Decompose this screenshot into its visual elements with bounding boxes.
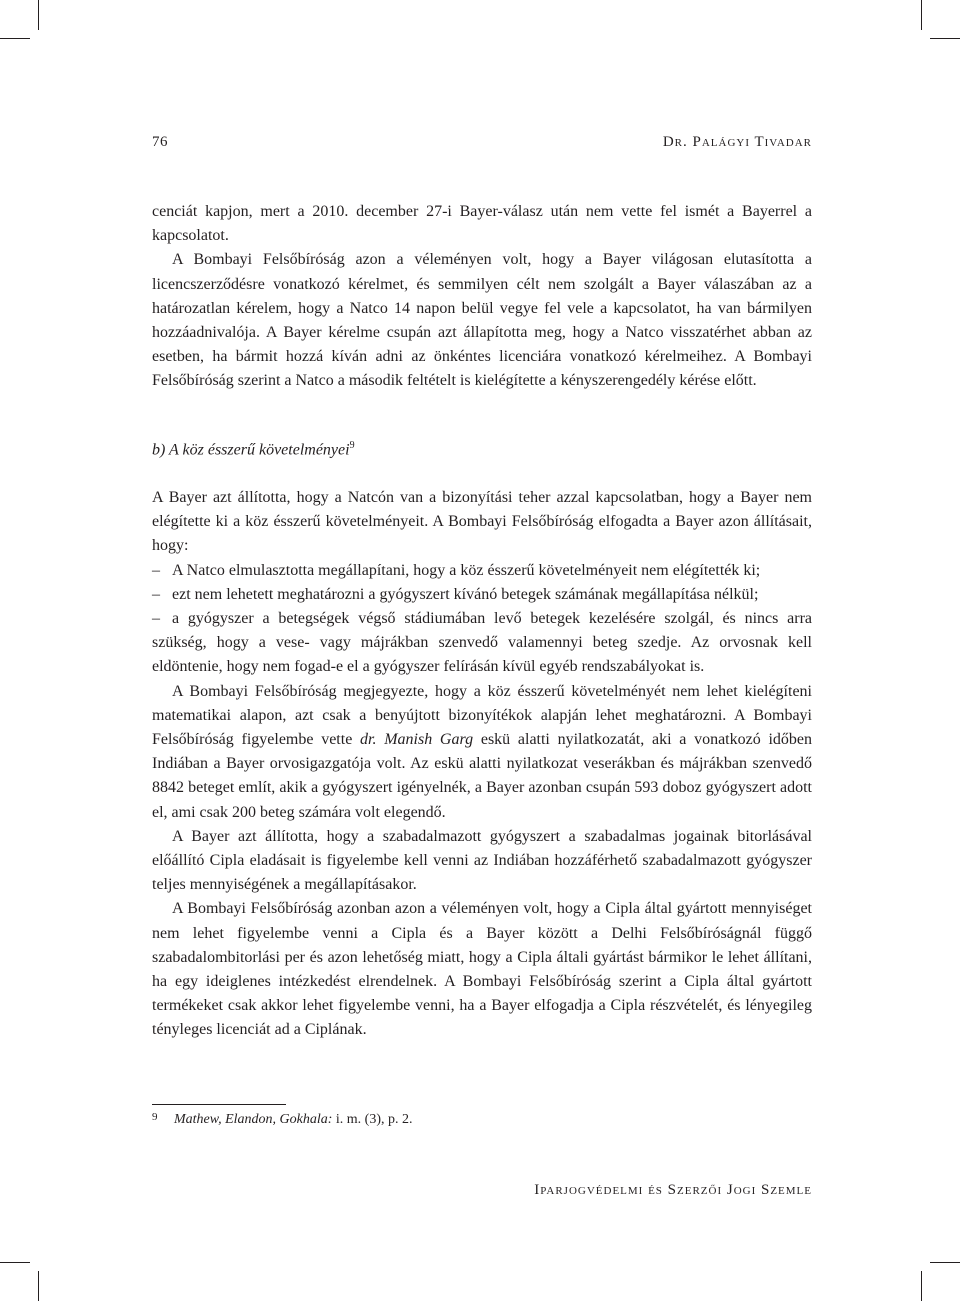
body-text-top <box>152 200 812 394</box>
paragraph: A Bayer azt állította, hogy a szabadalmazott gyógyszert a szabadalmas jogainak bitorlásával előállító Cipla eladásait is figyelembe kell venni az Indiában hozzáférhető szabadalmazott gyógyszer teljes mennyiségének a megállapításakor. <box>152 827 812 894</box>
dash-list-item <box>152 583 812 607</box>
dash-list-item <box>152 607 812 680</box>
paragraph-text: A Bombayi Felsőbíróság megjegyezte, hogy a köz ésszerű követelményét nem lehet kielégíteni matematikai alapon, azt csak a benyújtott bizonyítékok alapján lehet meghatározni. A Bombayi Felsőbíróság figyelembe vette <box>152 682 812 749</box>
body-text-section <box>152 486 812 1043</box>
paragraph: cenciát kapjon, mert a 2010. december 27-i Bayer-válasz után nem vette fel ismét a Bayerrel a kapcsolatot. <box>152 203 812 245</box>
footnote <box>152 1111 413 1128</box>
crop-mark <box>921 1271 922 1301</box>
running-head-author: Dr. Palágyi Tivadar <box>662 134 812 150</box>
paragraph-text: eskü alatti nyilatkozatát, aki a vonatkozó időben Indiában a Bayer orvosigazgatója volt. Az eskü alatti nyilatkozat veserákban és májrákban szenvedő 8842 beteget említ, akik a gyógyszert igényelnék, a Bayer azonban csupán 593 doboz gyógyszert adott el, ami csak 200 beteg számára volt elegendő. <box>152 731 812 821</box>
footnote-rule <box>152 1104 286 1105</box>
footnote-reference: 9 <box>349 440 355 451</box>
person-name: dr. Manish Garg <box>360 731 474 749</box>
section-heading <box>152 440 355 459</box>
section-heading-text: b) A köz ésszerű követelményei <box>152 441 350 459</box>
crop-mark <box>0 38 30 39</box>
dash-list-item <box>152 559 812 583</box>
running-foot-journal: Iparjogvédelmi és Szerzői Jogi Szemle <box>534 1182 812 1198</box>
crop-mark <box>38 1271 39 1301</box>
dash-list-item-text: ezt nem lehetett meghatározni a gyógyszert kívánó betegek számának megállapítása nélkül; <box>172 585 759 603</box>
footnote-number: 9 <box>152 1111 158 1123</box>
paragraph: A Bayer azt állította, hogy a Natcón van a bizonyítási teher azzal kapcsolatban, hogy a Bayer nem elégítette ki a köz ésszerű követelményeit. A Bombayi Felsőbíróság elfogadta a Bayer azon állításait, hogy: <box>152 489 812 555</box>
crop-mark <box>921 0 922 30</box>
dash-list-item-text: a gyógyszer a betegségek végső stádiumában levő betegek kezelésére szolgál, és nincs arra szükség, hogy a vese- vagy májrákban szenvedő valamennyi beteg szedje. Az orvosnak kell eldöntenie, hogy nem fogad-e el a gyógyszer felírásán kívül egyéb rendszabályokat is. <box>152 610 812 676</box>
dash-mark: – <box>152 610 160 628</box>
dash-mark: – <box>152 561 160 579</box>
paragraph <box>152 680 812 825</box>
paragraph: A Bombayi Felsőbíróság azon a véleményen volt, hogy a Bayer világosan elutasította a licencszerződésre vonatkozó kérelmet, és semmilyen célt nem szolgált a Bayer válaszában az a határozatlan kérelem, hogy a Natco 14 napon belül vegye fel vele a kapcsolatot, ha van bármilyen hozzáadnivalója. A Bayer kérelme csupán azt állapította meg, hogy a Natco visszatérhet abban az esetben, ha bármit hozzá kíván adni az önkéntes licenciára vonatkozó kérelmeihez. A Bombayi Felsőbíróság szerint a Natco a második feltételt is kielégítette a kényszerengedély kérése előtt. <box>152 251 812 390</box>
crop-mark <box>930 38 960 39</box>
paragraph: A Bombayi Felsőbíróság azonban azon a véleményen volt, hogy a Cipla által gyártott mennyiséget nem lehet figyelembe venni a Cipla és a Bayer között a Delhi Felsőbíróságnál függő szabadalombitorlási per és azon lehetőség miatt, hogy a Cipla általi gyártást bármikor le lehet állítani, ha egy ideiglenes intézkedést elrendelnek. A Bombayi Felsőbíróság szerint a Cipla által gyártott termékeket csak akkor lehet figyelembe venni, ha a Bayer elfogadja a Cipla részvételét, és lényegileg tényleges licenciát ad a Ciplának. <box>152 900 812 1039</box>
dash-list-item-text: A Natco elmulasztotta megállapítani, hogy a köz ésszerű követelményeit nem elégítették ki; <box>172 561 761 579</box>
crop-mark <box>0 1262 30 1263</box>
crop-mark <box>38 0 39 30</box>
page-number: 76 <box>152 134 168 150</box>
dash-mark: – <box>152 585 160 603</box>
footnote-reference-text: i. m. (3), p. 2. <box>332 1112 413 1127</box>
footnote-authors: Mathew, Elandon, Gokhala: <box>174 1112 333 1127</box>
crop-mark <box>930 1262 960 1263</box>
